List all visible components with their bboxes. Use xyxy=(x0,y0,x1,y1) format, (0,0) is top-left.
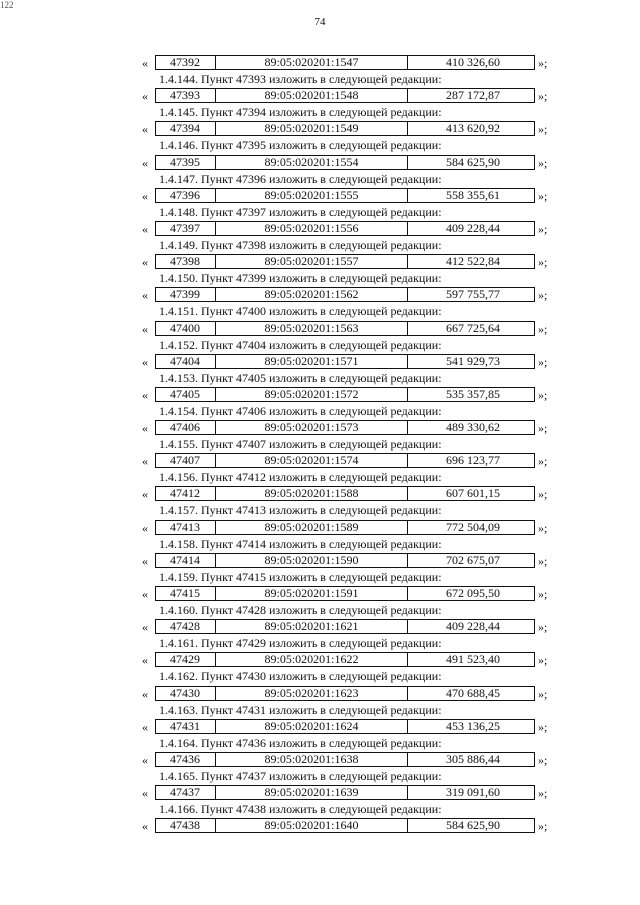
table-cells xyxy=(155,387,535,402)
page-number: 74 xyxy=(314,16,326,28)
table-row xyxy=(140,187,560,205)
cadastral-value-cell: 409 228,44 xyxy=(446,619,500,634)
cadastral-value-cell: 491 523,40 xyxy=(446,652,500,667)
item-number-cell: 47429 xyxy=(156,653,216,666)
cadastral-number-cell: 89:05:020201:1547 xyxy=(216,56,408,69)
table-cells xyxy=(155,686,535,701)
opening-quote: « xyxy=(142,620,148,635)
closing-quote: »; xyxy=(538,321,548,336)
amendment-instruction: 1.4.158. Пункт 47414 изложить в следующей редакции: xyxy=(159,536,442,551)
table-cells xyxy=(155,586,535,601)
opening-quote: « xyxy=(142,354,148,369)
amendment-instruction: 1.4.166. Пункт 47438 изложить в следующей редакции: xyxy=(159,802,442,817)
table-cells xyxy=(155,752,535,767)
cadastral-value-cell: 584 625,90 xyxy=(446,818,500,833)
cadastral-number-cell: 89:05:020201:1555 xyxy=(216,189,408,202)
closing-quote: »; xyxy=(538,56,548,70)
table-row xyxy=(140,320,560,338)
item-number-cell: 47395 xyxy=(156,156,216,169)
cadastral-value-cell: 453 136,25 xyxy=(446,718,500,733)
cadastral-value-cell: 409 228,44 xyxy=(446,220,500,235)
item-number-cell: 47394 xyxy=(156,122,216,135)
table-cells xyxy=(155,520,535,535)
opening-quote: « xyxy=(142,686,148,701)
item-number-cell: 47406 xyxy=(156,421,216,434)
cadastral-value-cell: 702 675,07 xyxy=(446,552,500,567)
table-cells xyxy=(155,619,535,634)
opening-quote: « xyxy=(142,56,148,70)
table-row xyxy=(140,685,560,703)
opening-quote: « xyxy=(142,321,148,336)
closing-quote: »; xyxy=(538,155,548,170)
opening-quote: « xyxy=(142,587,148,601)
cadastral-number-cell: 89:05:020201:1588 xyxy=(216,487,408,500)
cadastral-value-cell: 584 625,90 xyxy=(446,154,500,169)
cadastral-number-cell: 89:05:020201:1640 xyxy=(216,819,408,832)
table-cells xyxy=(155,254,535,269)
item-number-cell: 47413 xyxy=(156,521,216,534)
table-row xyxy=(140,419,560,437)
cadastral-value-cell: 541 929,73 xyxy=(446,353,500,368)
table-cells xyxy=(155,188,535,203)
cadastral-value-cell: 558 355,61 xyxy=(446,187,500,202)
opening-quote: « xyxy=(142,786,148,801)
cadastral-number-cell: 89:05:020201:1624 xyxy=(216,720,408,733)
table-cells xyxy=(155,486,535,501)
amendment-instruction: 1.4.147. Пункт 47396 изложить в следующей редакции: xyxy=(159,171,442,186)
cadastral-number-cell: 89:05:020201:1639 xyxy=(216,786,408,799)
cadastral-value-cell: 410 326,60 xyxy=(446,55,500,69)
item-number-cell: 47414 xyxy=(156,554,216,567)
cadastral-value-cell: 305 886,44 xyxy=(446,751,500,766)
closing-quote: »; xyxy=(538,719,548,734)
cadastral-value-cell: 413 620,92 xyxy=(446,121,500,136)
opening-quote: « xyxy=(142,487,148,502)
cadastral-number-cell: 89:05:020201:1623 xyxy=(216,687,408,700)
table-cells xyxy=(155,719,535,734)
opening-quote: « xyxy=(142,255,148,270)
closing-quote: »; xyxy=(538,620,548,635)
closing-quote: »; xyxy=(538,255,548,270)
amendment-instruction: 1.4.165. Пункт 47437 изложить в следующей редакции: xyxy=(159,768,442,783)
table-row xyxy=(140,220,560,238)
opening-quote: « xyxy=(142,89,148,104)
amendment-instruction: 1.4.154. Пункт 47406 изложить в следующей редакции: xyxy=(159,403,442,418)
cadastral-number-cell: 89:05:020201:1554 xyxy=(216,156,408,169)
closing-quote: »; xyxy=(538,221,548,236)
table-cells xyxy=(155,652,535,667)
cadastral-number-cell: 89:05:020201:1622 xyxy=(216,653,408,666)
opening-quote: « xyxy=(142,188,148,203)
table-cells xyxy=(155,354,535,369)
cadastral-number-cell: 89:05:020201:1549 xyxy=(216,122,408,135)
cadastral-number-cell: 89:05:020201:1572 xyxy=(216,388,408,401)
table-row xyxy=(140,651,560,669)
cadastral-number-cell: 89:05:020201:1571 xyxy=(216,355,408,368)
opening-quote: « xyxy=(142,421,148,436)
opening-quote: « xyxy=(142,553,148,568)
table-row xyxy=(140,353,560,371)
amendment-instruction: 1.4.155. Пункт 47407 изложить в следующей редакции: xyxy=(159,437,442,452)
table-cells xyxy=(155,321,535,336)
item-number-cell: 47393 xyxy=(156,89,216,102)
cadastral-number-cell: 89:05:020201:1548 xyxy=(216,89,408,102)
cadastral-value-cell: 412 522,84 xyxy=(446,254,500,269)
amendment-instruction: 1.4.162. Пункт 47430 изложить в следующей редакции: xyxy=(159,669,442,684)
table-cells xyxy=(155,453,535,468)
cadastral-value-cell: 470 688,45 xyxy=(446,685,500,700)
closing-quote: »; xyxy=(538,686,548,701)
opening-quote: « xyxy=(142,719,148,734)
cadastral-value-cell: 319 091,60 xyxy=(446,785,500,800)
item-number-cell: 47438 xyxy=(156,819,216,832)
closing-quote: »; xyxy=(538,653,548,668)
table-cells xyxy=(155,221,535,236)
item-number-cell: 47400 xyxy=(156,322,216,335)
opening-quote: « xyxy=(142,819,148,834)
closing-quote: »; xyxy=(538,487,548,502)
item-number-cell: 47430 xyxy=(156,687,216,700)
table-row xyxy=(140,87,560,105)
cadastral-value-cell: 672 095,50 xyxy=(446,586,500,600)
item-number-cell: 47399 xyxy=(156,288,216,301)
table-row xyxy=(140,718,560,736)
cadastral-value-cell: 772 504,09 xyxy=(446,519,500,534)
amendment-instruction: 1.4.163. Пункт 47431 изложить в следующей редакции: xyxy=(159,702,442,717)
table-row xyxy=(140,386,560,404)
cadastral-value-cell: 696 123,77 xyxy=(446,453,500,468)
cadastral-number-cell: 89:05:020201:1591 xyxy=(216,587,408,600)
amendment-instruction: 1.4.152. Пункт 47404 изложить в следующей редакции: xyxy=(159,337,442,352)
closing-quote: »; xyxy=(538,89,548,104)
amendment-instruction: 1.4.149. Пункт 47398 изложить в следующей редакции: xyxy=(159,237,442,252)
cadastral-number-cell: 89:05:020201:1574 xyxy=(216,454,408,467)
table-row xyxy=(140,519,560,537)
cadastral-value-cell: 597 755,77 xyxy=(446,287,500,302)
cadastral-value-cell: 287 172,87 xyxy=(446,88,500,103)
opening-quote: « xyxy=(142,454,148,469)
item-number-cell: 47412 xyxy=(156,487,216,500)
closing-quote: »; xyxy=(538,819,548,834)
item-number-cell: 47404 xyxy=(156,355,216,368)
table-row xyxy=(140,485,560,503)
cadastral-number-cell: 89:05:020201:1556 xyxy=(216,222,408,235)
closing-quote: »; xyxy=(538,553,548,568)
table-row xyxy=(140,253,560,271)
amendment-instruction: 1.4.159. Пункт 47415 изложить в следующей редакции: xyxy=(159,569,442,584)
amendment-instruction: 1.4.148. Пункт 47397 изложить в следующей редакции: xyxy=(159,204,442,219)
item-number-cell: 47437 xyxy=(156,786,216,799)
item-number-cell: 47428 xyxy=(156,620,216,633)
table-row xyxy=(140,452,560,470)
table-cells xyxy=(155,420,535,435)
table-row xyxy=(140,286,560,304)
cadastral-number-cell: 89:05:020201:1562 xyxy=(216,288,408,301)
corner-mark: 122 xyxy=(0,0,14,10)
item-number-cell: 47436 xyxy=(156,753,216,766)
opening-quote: « xyxy=(142,122,148,137)
table-row xyxy=(140,54,560,72)
opening-quote: « xyxy=(142,520,148,535)
opening-quote: « xyxy=(142,387,148,402)
amendment-instruction: 1.4.156. Пункт 47412 изложить в следующей редакции: xyxy=(159,470,442,485)
table-cells xyxy=(155,818,535,833)
amendment-instruction: 1.4.161. Пункт 47429 изложить в следующей редакции: xyxy=(159,636,442,651)
closing-quote: »; xyxy=(538,520,548,535)
cadastral-number-cell: 89:05:020201:1621 xyxy=(216,620,408,633)
cadastral-value-cell: 489 330,62 xyxy=(446,420,500,435)
item-number-cell: 47396 xyxy=(156,189,216,202)
cadastral-number-cell: 89:05:020201:1638 xyxy=(216,753,408,766)
opening-quote: « xyxy=(142,288,148,303)
opening-quote: « xyxy=(142,221,148,236)
item-number-cell: 47398 xyxy=(156,255,216,268)
opening-quote: « xyxy=(142,653,148,668)
amendment-instruction: 1.4.153. Пункт 47405 изложить в следующей редакции: xyxy=(159,370,442,385)
closing-quote: »; xyxy=(538,421,548,436)
table-row xyxy=(140,618,560,636)
closing-quote: »; xyxy=(538,122,548,137)
amendment-instruction: 1.4.160. Пункт 47428 изложить в следующей редакции: xyxy=(159,603,442,617)
table-row xyxy=(140,120,560,138)
cadastral-value-cell: 535 357,85 xyxy=(446,386,500,401)
amendment-instruction: 1.4.146. Пункт 47395 изложить в следующей редакции: xyxy=(159,138,442,153)
closing-quote: »; xyxy=(538,454,548,469)
item-number-cell: 47415 xyxy=(156,587,216,600)
table-cells xyxy=(155,287,535,302)
amendment-instruction: 1.4.151. Пункт 47400 изложить в следующей редакции: xyxy=(159,304,442,319)
table-row xyxy=(140,751,560,769)
table-row xyxy=(140,784,560,802)
item-number-cell: 47405 xyxy=(156,388,216,401)
closing-quote: »; xyxy=(538,188,548,203)
table-cells xyxy=(155,553,535,568)
item-number-cell: 47392 xyxy=(156,56,216,69)
amendment-list xyxy=(140,54,560,835)
cadastral-number-cell: 89:05:020201:1573 xyxy=(216,421,408,434)
table-row xyxy=(140,552,560,570)
amendment-instruction: 1.4.150. Пункт 47399 изложить в следующей редакции: xyxy=(159,271,442,286)
cadastral-value-cell: 607 601,15 xyxy=(446,486,500,501)
amendment-instruction: 1.4.164. Пункт 47436 изложить в следующей редакции: xyxy=(159,735,442,750)
opening-quote: « xyxy=(142,155,148,170)
table-cells xyxy=(155,121,535,136)
table-cells xyxy=(155,785,535,800)
amendment-instruction: 1.4.144. Пункт 47393 изложить в следующей редакции: xyxy=(159,72,442,86)
cadastral-number-cell: 89:05:020201:1557 xyxy=(216,255,408,268)
closing-quote: »; xyxy=(538,354,548,369)
cadastral-value-cell: 667 725,64 xyxy=(446,320,500,335)
table-cells xyxy=(155,55,535,70)
closing-quote: »; xyxy=(538,387,548,402)
cadastral-number-cell: 89:05:020201:1590 xyxy=(216,554,408,567)
closing-quote: »; xyxy=(538,752,548,767)
closing-quote: »; xyxy=(538,786,548,801)
opening-quote: « xyxy=(142,752,148,767)
table-row xyxy=(140,154,560,172)
table-cells xyxy=(155,88,535,103)
closing-quote: »; xyxy=(538,587,548,601)
table-cells xyxy=(155,155,535,170)
amendment-instruction: 1.4.157. Пункт 47413 изложить в следующей редакции: xyxy=(159,503,442,518)
item-number-cell: 47431 xyxy=(156,720,216,733)
item-number-cell: 47407 xyxy=(156,454,216,467)
amendment-instruction: 1.4.145. Пункт 47394 изложить в следующей редакции: xyxy=(159,105,442,120)
table-row xyxy=(140,817,560,835)
closing-quote: »; xyxy=(538,288,548,303)
cadastral-number-cell: 89:05:020201:1563 xyxy=(216,322,408,335)
cadastral-number-cell: 89:05:020201:1589 xyxy=(216,521,408,534)
item-number-cell: 47397 xyxy=(156,222,216,235)
table-row xyxy=(140,585,560,603)
